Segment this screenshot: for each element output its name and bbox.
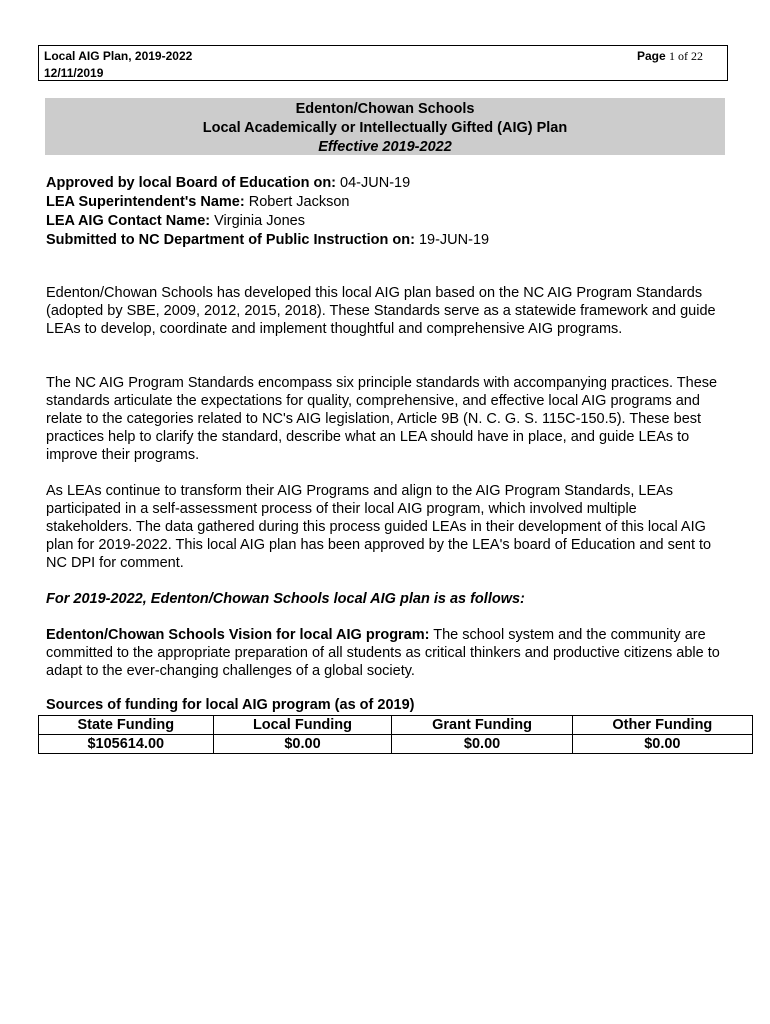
effective-dates: Effective 2019-2022 [318, 139, 452, 155]
superintendent-row: LEA Superintendent's Name: Robert Jackson [46, 194, 350, 210]
table-header-cell: State Funding [39, 716, 214, 735]
contact-name: Virginia Jones [214, 213, 305, 229]
plan-name: Local Academically or Intellectually Gifted (AIG) Plan [202, 120, 568, 136]
submitted-row: Submitted to NC Department of Public Instruction on: 19-JUN-19 [46, 232, 490, 248]
standards-paragraph: The NC AIG Program Standards encompass six principle standards with accompanying practices. These standards articulate the expectations for quality, comprehensive, and effective local AIG programs and relate to the categories related to NC's AIG legislation, Article 9B (N. C. G. S. 115C-150.5). These best practices help to clarify the standard, describe what an LEA should have in place, and guide LEAs to improve their programs. [46, 375, 718, 463]
page-indicator [637, 49, 703, 64]
table-header-cell: Grant Funding [392, 716, 572, 735]
plan-title-line: Local AIG Plan, 2019-2022 [44, 49, 193, 63]
table-cell: $0.00 [392, 735, 572, 754]
plan-intro-heading: For 2019-2022, Edenton/Chowan Schools local AIG plan is as follows: [46, 591, 525, 607]
table-cell: $0.00 [213, 735, 392, 754]
table-cell: $0.00 [572, 735, 752, 754]
table-row [39, 735, 753, 754]
approved-date: 04-JUN-19 [340, 175, 411, 191]
vision-text: The school system and the community are committed to the appropriate preparation of all students as critical thinkers and productive citizens able to adapt to the ever-changing challenges of a global society. [46, 627, 720, 679]
funding-title: Sources of funding for local AIG program (as of 2019) [46, 697, 415, 713]
self-assessment-paragraph: As LEAs continue to transform their AIG Programs and align to the AIG Program Standards, LEAs participated in a self-assessment process of their local AIG program, which involved multiple stakeholders. The data gathered during this process guided LEAs in their development of this local AIG plan for 2019-2022. This local AIG plan has been approved by the LEA's board of Education and sent to NC DPI for comment. [46, 483, 712, 571]
contact-row: LEA AIG Contact Name: Virginia Jones [46, 213, 305, 229]
table-header-cell: Local Funding [213, 716, 392, 735]
intro-paragraph: Edenton/Chowan Schools has developed this local AIG plan based on the NC AIG Program Standards (adopted by SBE, 2009, 2012, 2015, 2018). These Standards serve as a statewide framework and guide LEAs to develop, coordinate and implement thoughtful and comprehensive AIG programs. [46, 285, 716, 337]
table-header-row [39, 716, 753, 735]
plan-metadata [46, 174, 489, 250]
page-label: Page [637, 49, 666, 63]
plan-date: 12/11/2019 [44, 66, 104, 80]
approved-row: Approved by local Board of Education on: 04-JUN-19 [46, 175, 411, 191]
vision-paragraph [46, 626, 726, 680]
superintendent-name: Robert Jackson [248, 194, 350, 210]
district-name: Edenton/Chowan Schools [295, 101, 475, 117]
vision-label: Edenton/Chowan Schools Vision for local AIG program: [46, 627, 430, 643]
funding-table [38, 715, 753, 754]
document-title-block [45, 98, 725, 155]
page-header [38, 45, 728, 81]
table-header-cell: Other Funding [572, 716, 752, 735]
submitted-date: 19-JUN-19 [418, 232, 490, 248]
table-cell: $105614.00 [39, 735, 214, 754]
page-number: 1 of 22 [669, 49, 704, 63]
